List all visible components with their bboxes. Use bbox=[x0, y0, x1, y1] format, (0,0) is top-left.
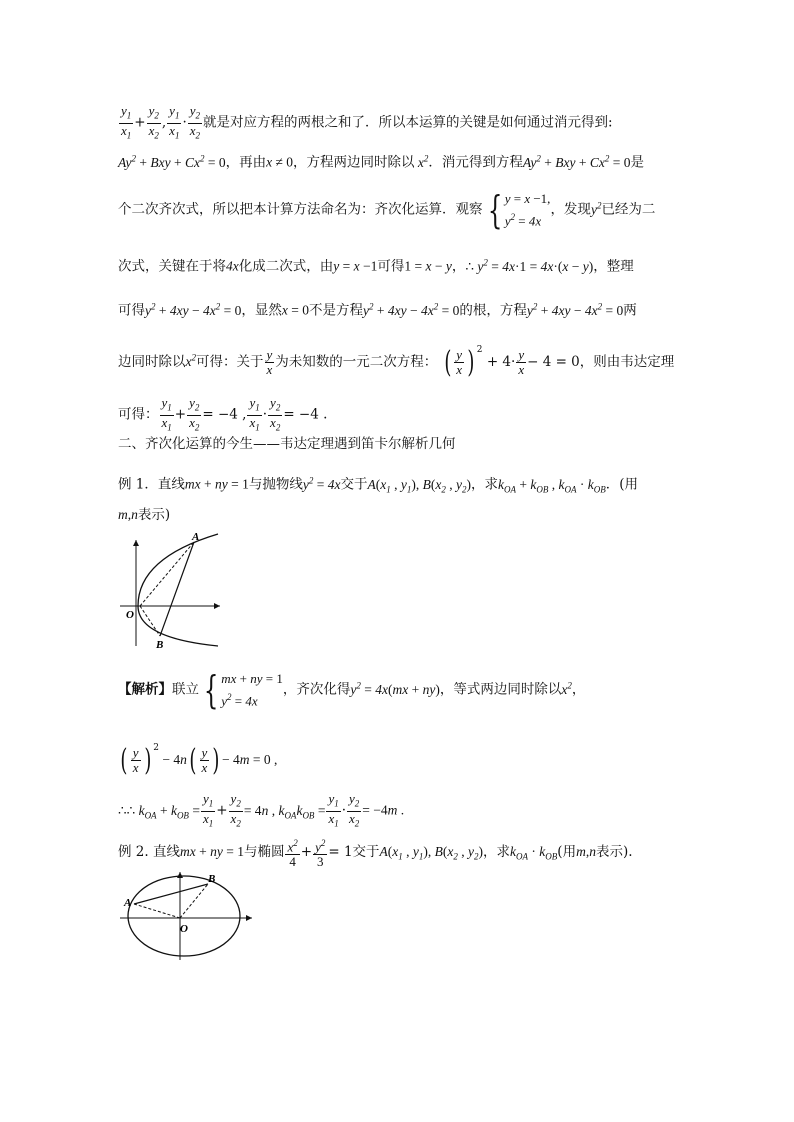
ellipse-curve bbox=[128, 876, 240, 956]
y-axis-arrow bbox=[133, 540, 139, 546]
solution-line-1: 【解析】联立 { mx + ny = 1 $y^2 = 4x$ ，齐次化得$y^2 = 4x(mx + ny)$，等式两边同时除以$x^2$， bbox=[118, 668, 586, 713]
line-ab bbox=[160, 542, 194, 636]
solution-line-3: ∴∴ $k_{OA} + k_{OB}$ = $\frac{y_1}{x_1}$ + $\frac{y_2}{x_2}$ = 4n , $k_{OA}k_{OB}$ = $\frac{y_1}{x_1}$ · $\frac{y_2}{x_2}$ = −4m . bbox=[118, 791, 405, 829]
point-o-label: O bbox=[126, 609, 134, 621]
segment-oa bbox=[134, 904, 180, 918]
x-axis-arrow bbox=[246, 915, 252, 921]
example-2-line: 例 2. 直线mx + ny = 1与椭圆 $\frac{x^2}{4}$ + $\frac{y^2}{3}$ = 1交于$A(x_1$ , $y_1$), $B(x_2$ , $y_2$)，求$k_{OA} \cdot k_{OB}$(用m,n表示). bbox=[118, 838, 633, 870]
parabola-figure bbox=[118, 531, 222, 651]
y-axis-arrow bbox=[177, 872, 183, 878]
x-axis-arrow bbox=[214, 603, 220, 609]
ellipse-figure bbox=[118, 870, 254, 960]
paragraph-line-3: 个二次齐次式，所以把本计算方法命名为：齐次化运算．观察 { y = x −1, $y^2 = 4x$ ，发现$y^2$已经为二 bbox=[118, 188, 656, 233]
example-1-line-2: m,n表示) bbox=[118, 507, 171, 523]
parabola-curve bbox=[138, 534, 218, 646]
paragraph-line-5: 可得$y^2 + 4xy - 4x^2 = 0$，显然x = 0不是方程$y^2 + 4xy - 4x^2 = 0$的根，方程$y^2 + 4xy - 4x^2 = 0$两 bbox=[118, 301, 637, 319]
paragraph-line-6: 边同时除以$x^2$可得：关于 $\frac{y}{x}$ 为未知数的一元二次方程： ( $\frac{y}{x}$ ) $^2$ + 4· $\frac{y}{x}$ − 4 = 0，则由韦达定理 bbox=[118, 344, 675, 380]
point-b-label: B bbox=[156, 639, 164, 651]
paragraph-line-2: Ay$^2$ + Bxy + $Cx^2 = 0$，再由x ≠ 0，方程两边同时除以 $x^2$．消元得到方程Ay$^2$ + Bxy + $Cx^2 = 0$是 bbox=[118, 153, 645, 171]
paragraph-line-4: 次式，关键在于将4x化成二次式，由y = x −1可得1 = x − y，∴ $y^2 = 4x\cdot 1 = 4x\cdot(x - y)$，整理 bbox=[118, 257, 634, 275]
section-heading: 二、齐次化运算的今生——韦达定理遇到笛卡尔解析几何 bbox=[118, 436, 456, 452]
paragraph-line-7: 可得： $\frac{y_1}{x_1}$ + $\frac{y_2}{x_2}$ = −4 , $\frac{y_1}{x_1}$ · $\frac{y_2}{x_2}$ = −4 . bbox=[118, 395, 328, 433]
solution-line-2: ( $\frac{y}{x}$ ) $^2$ − 4n( $\frac{y}{x}$ ) − 4m = 0 , bbox=[120, 742, 278, 778]
example-1-line-1: 例 1．直线mx + ny = 1与抛物线$y^2 = 4x$交于$A(x_1$ , $y_1$), $B(x_2$ , $y_2$)，求$k_{OA} + k_{OB}$ , $k_{OA} \cdot k_{OB}$．(用 bbox=[118, 475, 639, 495]
point-o-label: O bbox=[180, 923, 188, 935]
point-a-label: A bbox=[124, 897, 132, 909]
segment-ob bbox=[180, 884, 208, 918]
text: 就是对应方程的两根之和了．所以本运算的关键是如何通过消元得到: bbox=[203, 114, 613, 131]
solution-label: 【解析】 bbox=[118, 681, 172, 698]
paragraph-line-1: $\frac{y_1}{x_1}$ + $\frac{y_2}{x_2}$ , $\frac{y_1}{x_1}$ · $\frac{y_2}{x_2}$ 就是对应方程的两根之和了．所以本运算的关键是如何通过消元得到: bbox=[121, 103, 613, 141]
point-a-label: A bbox=[192, 531, 200, 543]
point-b-label: B bbox=[208, 873, 216, 885]
